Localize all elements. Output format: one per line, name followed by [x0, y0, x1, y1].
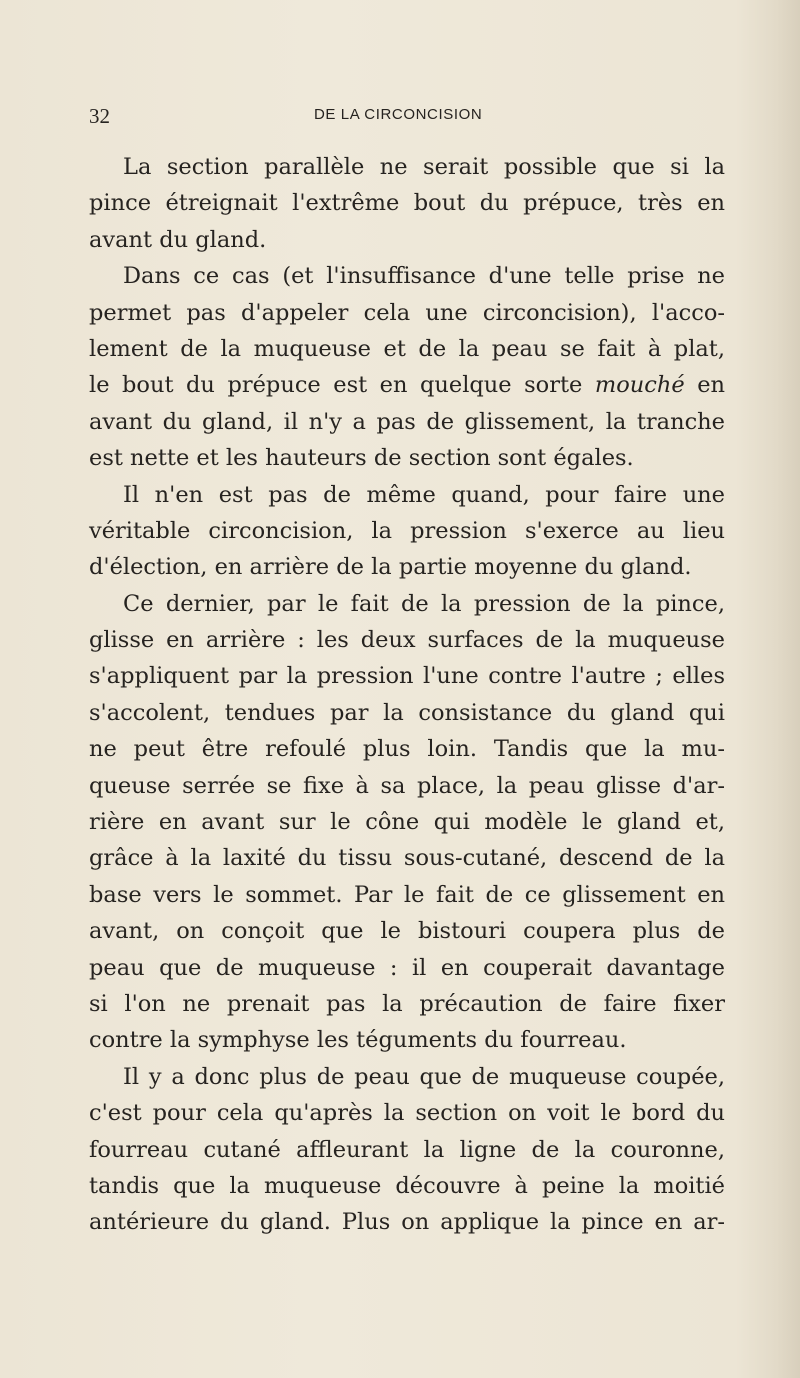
page-number: 32 — [89, 104, 110, 128]
text-line: véritable circoncision, la pression s'exerce au lieu — [89, 517, 725, 544]
text-line: contre la symphyse les téguments du fourreau. — [89, 1027, 627, 1054]
text-line — [89, 367, 725, 403]
text-line: queuse serrée se fixe à sa place, la peau glisse d'ar- — [89, 772, 725, 799]
text-fragment: le bout du prépuce est en quelque sorte — [89, 372, 583, 399]
text-line: d'élection, en arrière de la partie moyenne du gland. — [89, 554, 692, 581]
text-line: avant, on conçoit que le bistouri coupera plus de — [89, 918, 725, 945]
text-line: lement de la muqueuse et de la peau se fait à plat, — [89, 335, 725, 362]
text-line: Il n'en est pas de même quand, pour faire une — [123, 481, 725, 508]
body-text — [89, 149, 725, 1241]
text-line: permet pas d'appeler cela une circoncision), l'acco- — [89, 299, 725, 326]
text-line: fourreau cutané affleurant la ligne de la couronne, — [89, 1136, 725, 1163]
text-line: grâce à la laxité du tissu sous-cutané, descend de la — [89, 845, 725, 872]
text-line: tandis que la muqueuse découvre à peine la moitié — [89, 1172, 725, 1199]
text-line: c'est pour cela qu'après la section on voit le bord du — [89, 1100, 725, 1127]
text-line: Dans ce cas (et l'insuffisance d'une telle prise ne — [123, 263, 725, 290]
page-header — [89, 104, 729, 134]
text-line: antérieure du gland. Plus on applique la pince en ar- — [89, 1209, 725, 1236]
text-line: Ce dernier, par le fait de la pression de la pince, — [123, 590, 725, 617]
italic-word: mouché — [594, 372, 685, 399]
text-line: pince étreignait l'extrême bout du prépuce, très en — [89, 190, 725, 217]
text-line: si l'on ne prenait pas la précaution de faire fixer — [89, 990, 725, 1017]
text-line: s'accolent, tendues par la consistance du gland qui — [89, 699, 725, 726]
text-fragment: en — [697, 372, 726, 399]
text-line: avant du gland, il n'y a pas de glissement, la tranche — [89, 408, 725, 435]
text-line: rière en avant sur le cône qui modèle le gland et, — [89, 809, 725, 836]
running-title: DE LA CIRCONCISION — [314, 106, 483, 123]
text-line: peau que de muqueuse : il en couperait davantage — [89, 954, 725, 981]
text-line: Il y a donc plus de peau que de muqueuse coupée, — [123, 1063, 725, 1090]
text-line: ne peut être refoulé plus loin. Tandis que la mu- — [89, 736, 725, 763]
text-line: La section parallèle ne serait possible que si la — [123, 154, 725, 180]
text-line: est nette et les hauteurs de section sont égales. — [89, 445, 634, 472]
text-line: base vers le sommet. Par le fait de ce glissement en — [89, 881, 725, 908]
text-line: avant du gland. — [89, 226, 267, 253]
text-line: glisse en arrière : les deux surfaces de la muqueuse — [89, 627, 725, 654]
text-line: s'appliquent par la pression l'une contre l'autre ; elles — [89, 663, 725, 690]
